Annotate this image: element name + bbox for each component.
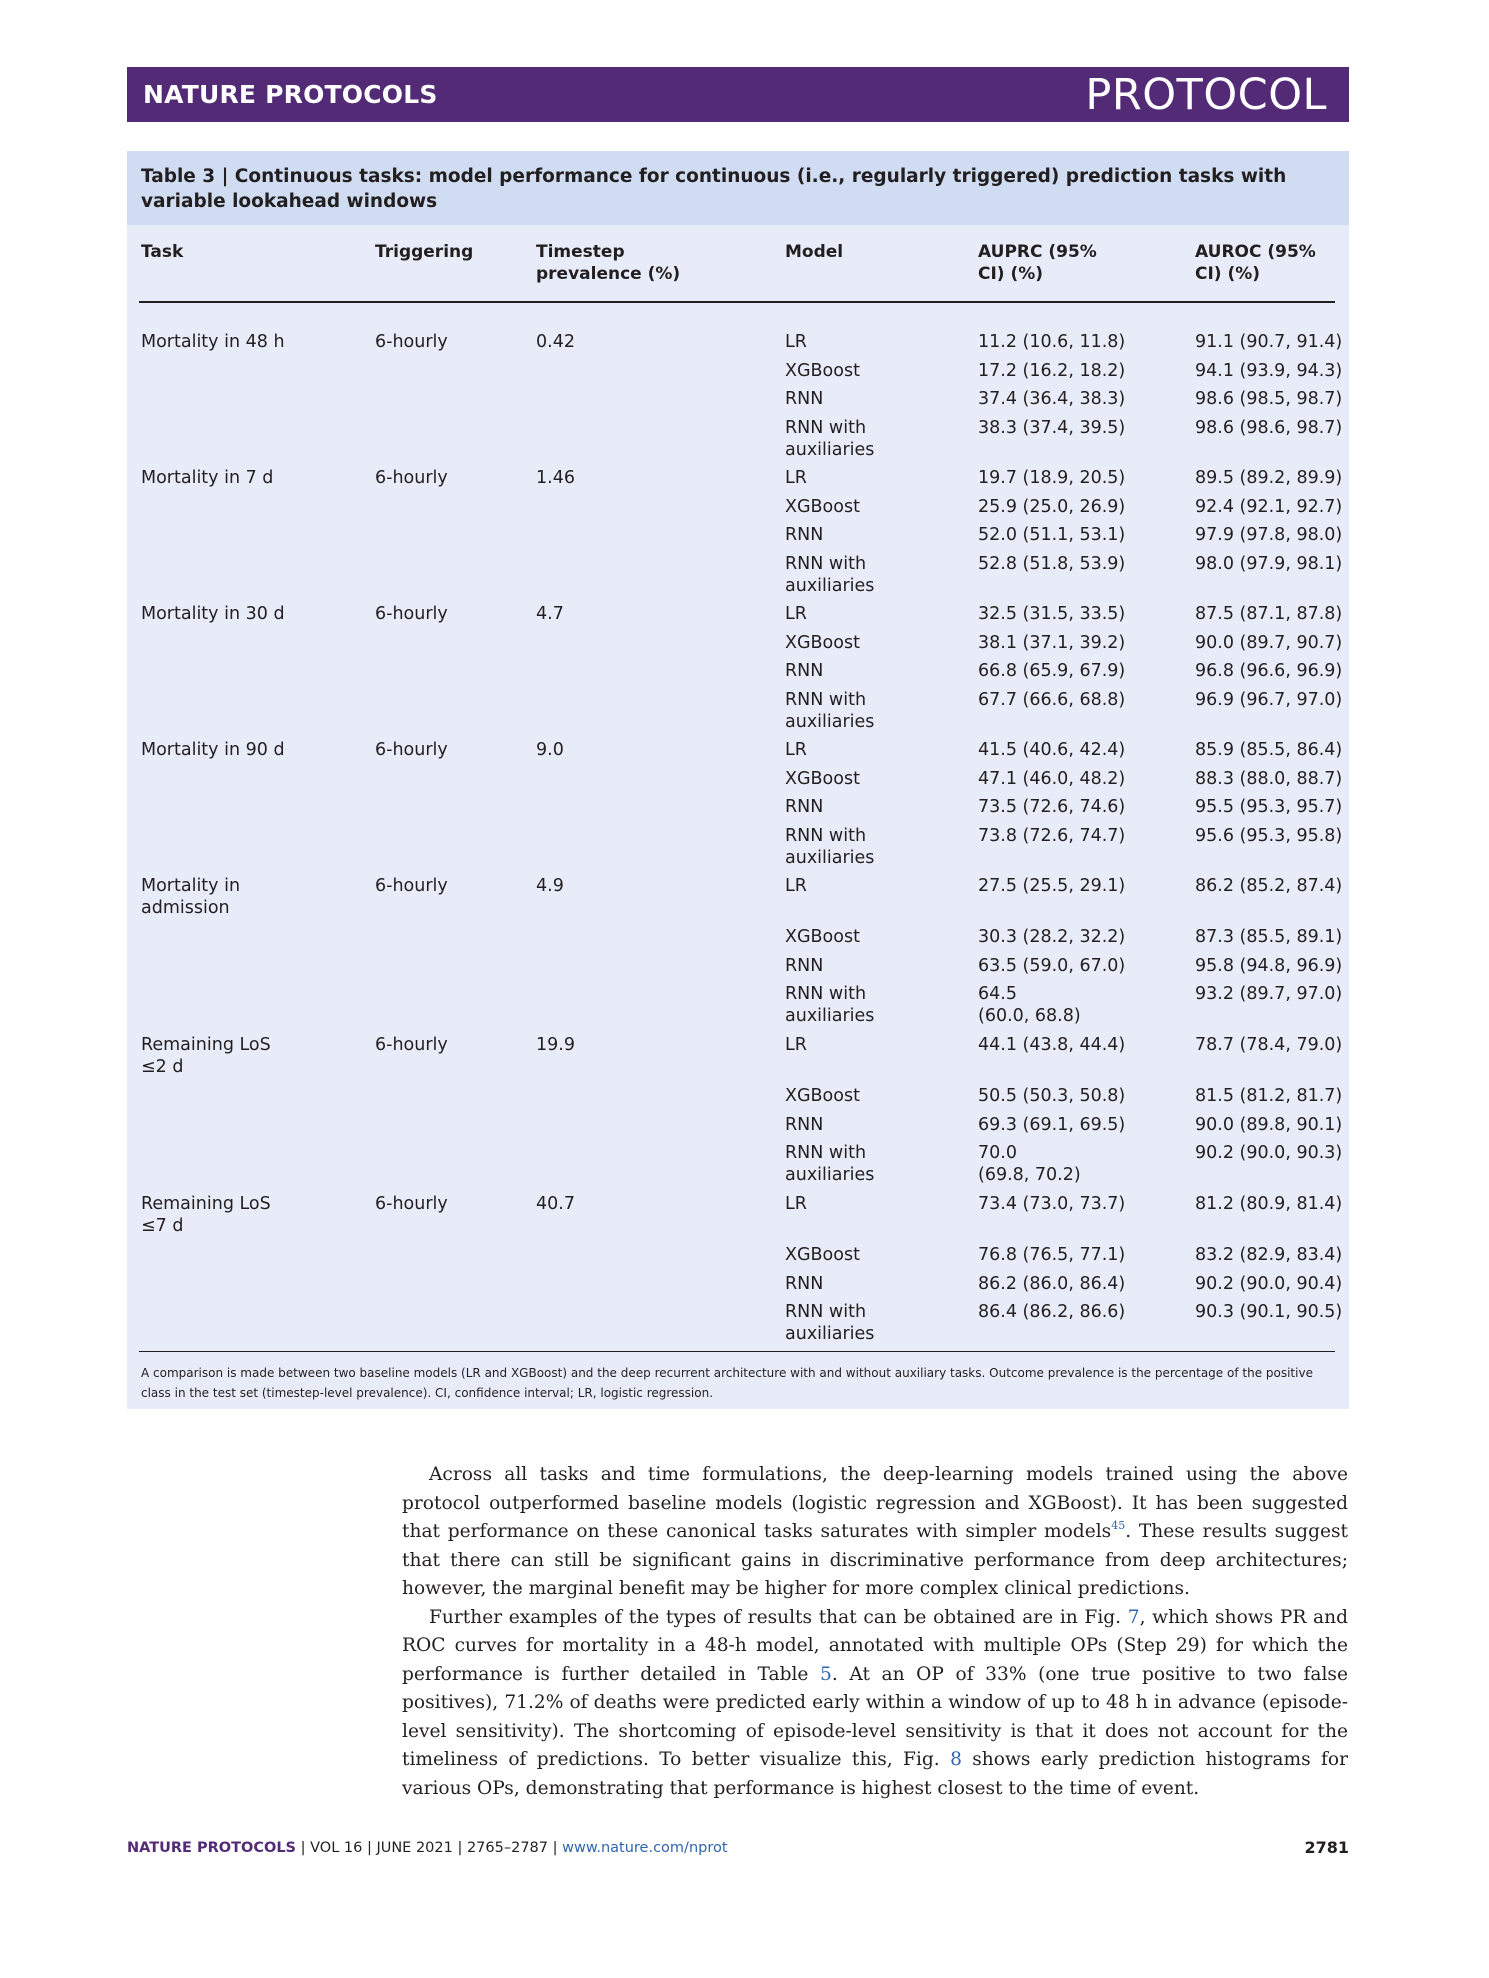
auroc-cell: 95.5 (95.3, 95.7) [1195, 797, 1343, 817]
auroc-cell: 90.0 (89.8, 90.1) [1195, 1114, 1343, 1135]
auprc-cell: 17.2 (16.2, 18.2) [978, 360, 1126, 381]
footer-journal: NATURE PROTOCOLS [127, 1840, 297, 1856]
journal-header-bar [127, 67, 1349, 122]
model-cell: LR [785, 1194, 807, 1214]
prevalence-cell: 9.0 [536, 740, 564, 760]
auroc-cell: 83.2 (82.9, 83.4) [1195, 1245, 1343, 1265]
auprc-cell: 19.7 (18.9, 20.5) [978, 468, 1126, 488]
model-cell: LR [785, 468, 807, 488]
task-cell: Mortality in 7 d [141, 468, 274, 488]
col-header-auroc: AUROC (95% CI) (%) [1195, 242, 1316, 284]
auroc-cell: 90.2 (90.0, 90.4) [1195, 1273, 1343, 1294]
auprc-cell: 38.1 (37.1, 39.2) [978, 632, 1126, 653]
task-cell: Mortality in 90 d [141, 740, 285, 760]
auroc-cell: 97.9 (97.8, 98.0) [1195, 525, 1343, 545]
col-header-task: Task [141, 242, 184, 262]
figure-8-link[interactable]: 8 [950, 1749, 962, 1770]
auprc-cell: 69.3 (69.1, 69.5) [978, 1114, 1126, 1135]
model-cell: LR [785, 1035, 807, 1055]
paragraph-1 [402, 1461, 1348, 1604]
auprc-cell: 50.5 (50.3, 50.8) [978, 1086, 1126, 1106]
model-cell: RNN with auxiliaries [785, 984, 875, 1026]
auprc-cell: 86.2 (86.0, 86.4) [978, 1273, 1126, 1294]
task-cell: Mortality in admission [141, 876, 241, 918]
auprc-cell: 52.0 (51.1, 53.1) [978, 525, 1126, 545]
body-text [402, 1461, 1348, 1803]
auroc-cell: 98.0 (97.9, 98.1) [1195, 553, 1343, 574]
auprc-cell: 73.8 (72.6, 74.7) [978, 825, 1126, 846]
auprc-cell: 67.7 (66.6, 68.8) [978, 689, 1126, 710]
article-type: PROTOCOL [1085, 70, 1327, 120]
auprc-cell: 44.1 (43.8, 44.4) [978, 1035, 1126, 1055]
auroc-cell: 91.1 (90.7, 91.4) [1195, 332, 1343, 352]
auroc-cell: 96.8 (96.6, 96.9) [1195, 661, 1343, 681]
model-cell: RNN with auxiliaries [785, 417, 875, 460]
task-cell: Remaining LoS ≤2 d [141, 1035, 271, 1077]
model-cell: RNN with auxiliaries [785, 1143, 875, 1185]
auprc-cell: 47.1 (46.0, 48.2) [978, 768, 1126, 789]
prevalence-cell: 1.46 [536, 468, 575, 488]
model-cell: RNN with auxiliaries [785, 825, 875, 868]
page-footer [127, 1840, 728, 1856]
model-cell: RNN [785, 1114, 824, 1135]
model-cell: LR [785, 332, 807, 352]
table-footnote: A comparison is made between two baseline models (LR and XGBoost) and the deep recurrent architecture with and without auxiliary tasks. Outcome prevalence is the percentage of the positive class in the test set (timestep-level prevalence). CI, confidence interval; LR, logistic regression. [141, 1366, 1313, 1400]
model-cell: RNN [785, 389, 824, 409]
task-cell: Mortality in 30 d [141, 604, 285, 624]
prevalence-cell: 40.7 [536, 1194, 575, 1214]
model-cell: XGBoost [785, 496, 860, 517]
auprc-cell: 30.3 (28.2, 32.2) [978, 927, 1126, 947]
model-cell: LR [785, 604, 807, 624]
table-5-link[interactable]: 5 [820, 1663, 832, 1685]
auroc-cell: 89.5 (89.2, 89.9) [1195, 468, 1343, 488]
model-cell: RNN [785, 955, 824, 976]
auprc-cell: 76.8 (76.5, 77.1) [978, 1245, 1126, 1265]
auprc-cell: 66.8 (65.9, 67.9) [978, 661, 1126, 681]
auprc-cell: 86.4 (86.2, 86.6) [978, 1302, 1126, 1322]
paragraph-2-text-a: Further examples of the types of results that can be obtained are in Fig. [429, 1606, 1128, 1628]
footer-citation: | VOL 16 | JUNE 2021 | 2765–2787 | [296, 1840, 563, 1856]
model-cell: RNN [785, 525, 824, 545]
auroc-cell: 90.3 (90.1, 90.5) [1195, 1302, 1343, 1322]
model-cell: XGBoost [785, 768, 860, 789]
paragraph-1-text-b: . These results suggest that there can still be significant gains in discriminative performance from deep architectures; however, the marginal benefit may be higher for more complex clinical predictions. [402, 1521, 1349, 1599]
auprc-cell: 64.5 (60.0, 68.8) [978, 984, 1081, 1026]
model-cell: XGBoost [785, 1245, 860, 1265]
table-caption: Table 3 | Continuous tasks: model performance for continuous (i.e., regularly triggered) prediction tasks with variable lookahead windows [141, 166, 1287, 212]
prevalence-cell: 4.7 [536, 604, 564, 624]
model-cell: XGBoost [785, 360, 860, 381]
auroc-cell: 88.3 (88.0, 88.7) [1195, 768, 1343, 789]
model-cell: RNN [785, 661, 824, 681]
model-cell: RNN [785, 797, 824, 817]
auroc-cell: 98.6 (98.5, 98.7) [1195, 389, 1343, 409]
paragraph-2-text-b: , which shows PR and ROC curves for mortality in a 48-h model, annotated with multiple OPs (Step 29) for which the performance is further detailed in Table [402, 1606, 1349, 1685]
auprc-cell: 27.5 (25.5, 29.1) [978, 876, 1126, 896]
auprc-cell: 73.4 (73.0, 73.7) [978, 1194, 1126, 1214]
col-header-prevalence: Timestep prevalence (%) [536, 242, 681, 284]
auroc-cell: 87.3 (85.5, 89.1) [1195, 927, 1343, 947]
model-cell: RNN with auxiliaries [785, 689, 875, 732]
auprc-cell: 63.5 (59.0, 67.0) [978, 955, 1126, 976]
footer-url-link[interactable]: www.nature.com/nprot [562, 1840, 728, 1856]
model-cell: RNN with auxiliaries [785, 553, 875, 596]
triggering-cell: 6-hourly [375, 604, 448, 624]
auroc-cell: 78.7 (78.4, 79.0) [1195, 1035, 1343, 1055]
table-bottom-rule [139, 1351, 1335, 1352]
auprc-cell: 38.3 (37.4, 39.5) [978, 417, 1126, 438]
col-header-auprc: AUPRC (95% CI) (%) [978, 242, 1097, 284]
auprc-cell: 73.5 (72.6, 74.6) [978, 797, 1126, 817]
auprc-cell: 37.4 (36.4, 38.3) [978, 389, 1126, 409]
triggering-cell: 6-hourly [375, 468, 448, 488]
auprc-cell: 52.8 (51.8, 53.9) [978, 553, 1126, 574]
model-cell: XGBoost [785, 632, 860, 653]
auprc-cell: 41.5 (40.6, 42.4) [978, 740, 1126, 760]
page-number: 2781 [1304, 1838, 1349, 1857]
auroc-cell: 81.5 (81.2, 81.7) [1195, 1086, 1343, 1106]
model-cell: XGBoost [785, 927, 860, 947]
auprc-cell: 70.0 (69.8, 70.2) [978, 1143, 1081, 1185]
table-top-rule [139, 301, 1335, 303]
reference-45-link[interactable]: 45 [1111, 1519, 1126, 1532]
auprc-cell: 32.5 (31.5, 33.5) [978, 604, 1126, 624]
auprc-cell: 25.9 (25.0, 26.9) [978, 496, 1126, 517]
model-cell: LR [785, 876, 807, 896]
figure-7-link[interactable]: 7 [1127, 1606, 1140, 1628]
triggering-cell: 6-hourly [375, 740, 448, 760]
auroc-cell: 96.9 (96.7, 97.0) [1195, 689, 1343, 710]
col-header-triggering: Triggering [375, 242, 474, 262]
auroc-cell: 92.4 (92.1, 92.7) [1195, 496, 1343, 517]
auroc-cell: 90.2 (90.0, 90.3) [1195, 1143, 1343, 1163]
paragraph-2-text-d: shows early prediction histograms for various OPs, demonstrating that performance is highest closest to the time of event. [402, 1749, 1348, 1799]
triggering-cell: 6-hourly [375, 1194, 448, 1214]
prevalence-cell: 0.42 [536, 332, 575, 352]
model-cell: RNN with auxiliaries [785, 1302, 875, 1344]
prevalence-cell: 19.9 [536, 1035, 575, 1055]
model-cell: XGBoost [785, 1086, 860, 1106]
task-cell: Mortality in 48 h [141, 332, 285, 352]
col-header-model: Model [785, 242, 844, 262]
table-caption-bar [127, 151, 1349, 225]
auroc-cell: 94.1 (93.9, 94.3) [1195, 360, 1343, 381]
auroc-cell: 85.9 (85.5, 86.4) [1195, 740, 1343, 760]
auroc-cell: 98.6 (98.6, 98.7) [1195, 417, 1343, 438]
model-cell: LR [785, 740, 807, 760]
triggering-cell: 6-hourly [375, 876, 448, 896]
paragraph-2-text-c: . At an OP of 33% (one true positive to two false positives), 71.2% of deaths were predicted early within a window of up to 48 h in advance (episode-level sensitivity). The shortcoming of episode-level sensitivity is that it does not account for the timeliness of predictions. To better visualize this, Fig. [402, 1663, 1348, 1770]
auroc-cell: 90.0 (89.7, 90.7) [1195, 632, 1343, 653]
auroc-cell: 93.2 (89.7, 97.0) [1195, 984, 1343, 1004]
journal-name: NATURE PROTOCOLS [143, 80, 438, 109]
auroc-cell: 86.2 (85.2, 87.4) [1195, 876, 1343, 896]
paragraph-1-text-a: Across all tasks and time formulations, the deep-learning models trained using the above protocol outperformed baseline models (logistic regression and XGBoost). It has been suggested that performance on these canonical tasks saturates with simpler models [402, 1464, 1348, 1542]
triggering-cell: 6-hourly [375, 332, 448, 352]
auroc-cell: 87.5 (87.1, 87.8) [1195, 604, 1343, 624]
prevalence-cell: 4.9 [536, 876, 564, 896]
task-cell: Remaining LoS ≤7 d [141, 1194, 271, 1236]
paragraph-2 [402, 1604, 1348, 1804]
table-3 [127, 151, 1349, 1409]
auroc-cell: 81.2 (80.9, 81.4) [1195, 1194, 1343, 1214]
auprc-cell: 11.2 (10.6, 11.8) [978, 332, 1126, 352]
model-cell: RNN [785, 1273, 824, 1294]
auroc-cell: 95.8 (94.8, 96.9) [1195, 955, 1343, 976]
auroc-cell: 95.6 (95.3, 95.8) [1195, 825, 1343, 846]
triggering-cell: 6-hourly [375, 1035, 448, 1055]
